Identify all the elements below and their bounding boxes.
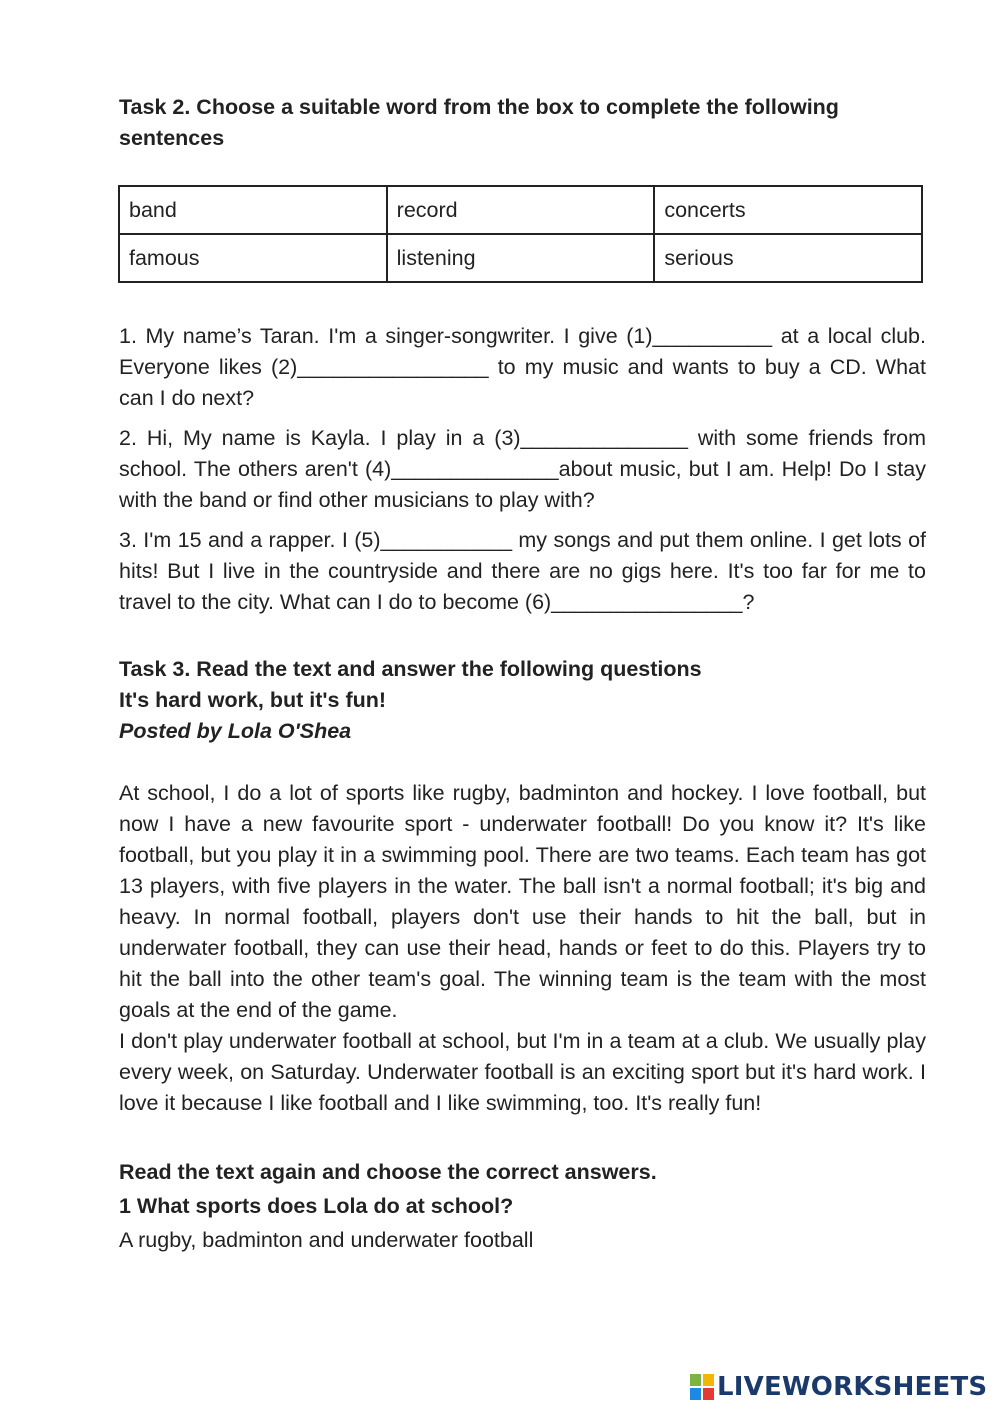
task2-item-1: 1. My name’s Taran. I'm a singer-songwriter. I give (1)__________ at a local club. Everyone likes (2)________________ to my music and wants to buy a CD. What can I do next?	[119, 324, 926, 410]
article-body	[119, 778, 926, 1119]
word-box-cell: record	[387, 186, 655, 234]
word-box-cell: serious	[654, 234, 922, 282]
word-box-cell: famous	[119, 234, 387, 282]
word-box-cell: concerts	[654, 186, 922, 234]
article-byline: Posted by Lola O'Shea	[119, 719, 352, 743]
answer-option-a[interactable]: A rugby, badminton and underwater football	[119, 1228, 534, 1252]
liveworksheets-logo-icon	[690, 1374, 714, 1400]
worksheet-page	[119, 92, 926, 1257]
word-box-row	[119, 234, 922, 282]
task2-item-2: 2. Hi, My name is Kayla. I play in a (3)______________ with some friends from school. The others aren't (4)______________about music, but I am. Help! Do I stay with the band or find other musicians to play with?	[119, 426, 926, 512]
logo-text: LIVEWORKSHEETS	[717, 1372, 988, 1402]
word-box-table	[118, 185, 923, 283]
word-box-row	[119, 186, 922, 234]
questions-section	[119, 1155, 926, 1257]
question-1: 1 What sports does Lola do at school?	[119, 1194, 514, 1218]
article-paragraph: At school, I do a lot of sports like rugby, badminton and hockey. I love football, but now I have a new favourite sport - underwater football! Do you know it? It's like football, but you play it in a swimming pool. There are two teams. Each team has got 13 players, with five players in the water. The ball isn't a normal football; it's big and heavy. In normal football, players don't use their hands to hit the ball, but in underwater football, they can use their head, hands or feet to do this. Players try to hit the ball into the other team's goal. The winning team is the team with the most goals at the end of the game.	[119, 781, 926, 1022]
task3-heading: Task 3. Read the text and answer the following questions	[119, 657, 702, 681]
article-paragraph: I don't play underwater football at school, but I'm in a team at a club. We usually play every week, on Saturday. Underwater football is an exciting sport but it's hard work. I love it because I like football and I like swimming, too. It's really fun!	[119, 1029, 926, 1115]
word-box-cell: band	[119, 186, 387, 234]
article-title: It's hard work, but it's fun!	[119, 688, 387, 712]
task2-heading: Task 2. Choose a suitable word from the box to complete the following sentences	[119, 95, 839, 150]
questions-instruction: Read the text again and choose the correct answers.	[119, 1160, 657, 1184]
word-box-cell: listening	[387, 234, 655, 282]
task3-header	[119, 654, 926, 747]
liveworksheets-logo[interactable]	[690, 1372, 987, 1402]
task2-item-3: 3. I'm 15 and a rapper. I (5)___________ my songs and put them online. I get lots of hits! But I live in the countryside and there are no gigs here. It's too far for me to travel to the city. What can I do to become (6)________________?	[119, 528, 926, 614]
